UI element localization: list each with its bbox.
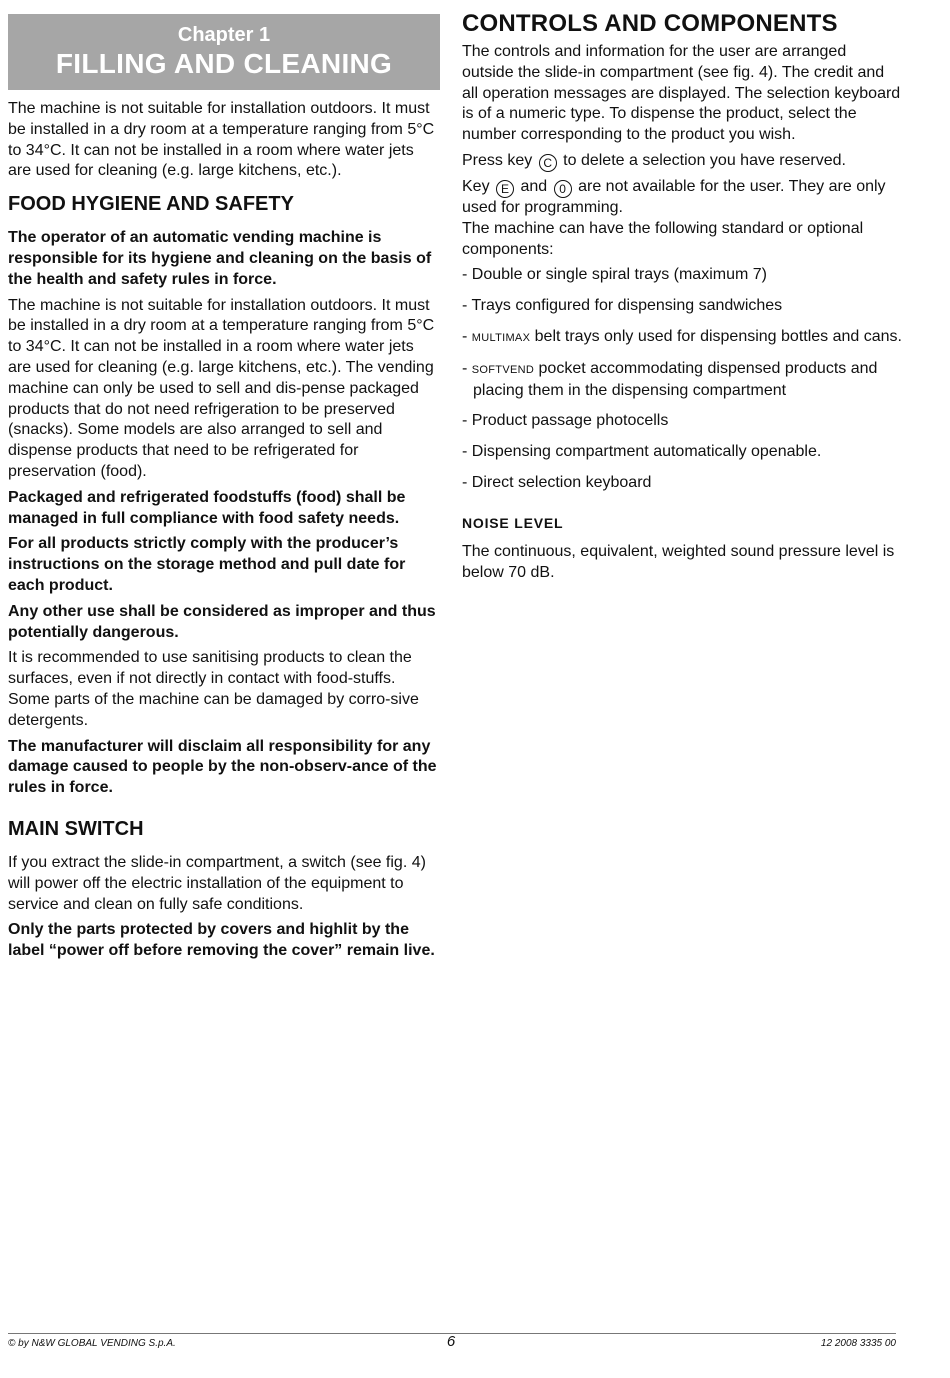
list-item: - Trays configured for dispensing sandwiches [462,297,783,315]
list-item: - Double or single spiral trays (maximum 7) [462,266,767,284]
installation-paragraph: The machine is not suitable for installation outdoors. It must be installed in a dry room at a temperature ranging from 5°C to 34°C. It can not be installed in a room where water jets are used for cleaning (e.g. large kitchens, etc.). The vending machine can only be used to sell and dis-pense packaged products that do not need refrigeration to be preserved (snacks). Some models are also arranged to sell and dispense products that need to be refrigerated for preservation (food). [8,296,435,480]
key-programming-paragraph [462,177,902,219]
noise-level-heading: NOISE LEVEL [462,514,564,531]
disclaimer-paragraph: The manufacturer will disclaim all responsibility for any damage caused to people by the non-observ-ance of the rules in force. [8,737,437,797]
food-compliance-paragraph: Packaged and refrigerated foodstuffs (food) shall be managed in full compliance with food safety needs. [8,488,406,527]
chapter-banner [8,14,440,90]
list-item [462,327,902,349]
food-hygiene-heading: FOOD HYGIENE AND SAFETY [8,193,294,216]
page-number: 6 [446,1333,456,1350]
components-intro: The machine can have the following standard or optional components: [462,219,864,258]
list-item: - Product passage photocells [462,412,669,430]
improper-use-paragraph: Any other use shall be considered as improper and thus potentially dangerous. [8,602,436,641]
softvend-term: SOFTVEND [471,363,535,376]
list-item: - Direct selection keyboard [462,473,652,491]
press-key-before: Press key [462,151,533,169]
controls-paragraph: The controls and information for the user are arranged outside the slide-in compartment (see fig. 4). The credit and all operation messages are displayed. The selection keyboard is of a numeric type. To dispense the product, select the number corresponding to the product you wish. [462,43,901,144]
key-0-icon: 0 [554,180,572,198]
key-line-after: are not available for the user. They are only used for programming. [462,177,886,216]
left-column [8,14,440,967]
key-line-and: and [520,177,548,195]
noise-level-paragraph: The continuous, equivalent, weighted sound pressure level is below 70 dB. [462,542,895,581]
list-dash: - [462,359,468,377]
key-c-icon: C [539,154,557,172]
list-item-text: pocket accommodating dispensed products and placing them in the dispensing compartment [473,359,878,399]
hygiene-responsibility-paragraph: The operator of an automatic vending machine is responsible for its hygiene and cleaning on the basis of the health and safety rules in force. [8,229,432,288]
sanitising-paragraph: It is recommended to use sanitising products to clean the surfaces, even if not directly in contact with food-stuffs. Some parts of the machine can be damaged by corro-sive detergents. [8,649,419,729]
list-item [462,359,902,402]
list-dash: - [462,327,468,345]
press-key-after: to delete a selection you have reserved. [563,151,846,169]
storage-instructions-paragraph: For all products strictly comply with the producer’s instructions on the storage method and pull date for each product. [8,535,406,594]
main-switch-paragraph: If you extract the slide-in compartment, a switch (see fig. 4) will power off the electric installation of the equipment to service and clean on fully safe conditions. [8,853,426,913]
chapter-title: FILLING AND CLEANING [55,48,393,79]
controls-heading: CONTROLS AND COMPONENTS [462,10,838,37]
press-key-paragraph [462,151,902,172]
key-line-before: Key [462,177,490,195]
multimax-term: MULTIMAX [471,331,531,344]
list-item: - Dispensing compartment automatically openable. [462,443,822,461]
document-code: 12 2008 3335 00 [820,1338,896,1349]
key-e-icon: E [496,180,514,198]
live-parts-paragraph: Only the parts protected by covers and highlit by the label “power off before removing the cover” remain live. [8,921,435,960]
list-item-text: belt trays only used for dispensing bottles and cans. [534,327,902,345]
footer-copyright: © by N&W GLOBAL VENDING S.p.A. [8,1338,176,1349]
chapter-number: Chapter 1 [177,24,271,46]
main-switch-heading: MAIN SWITCH [8,817,144,840]
intro-paragraph: The machine is not suitable for installation outdoors. It must be installed in a dry room at a temperature ranging from 5°C to 34°C. It can not be installed in a room where water jets are used for cleaning (e.g. large kitchens, etc.). [8,100,435,180]
right-column [462,10,902,588]
